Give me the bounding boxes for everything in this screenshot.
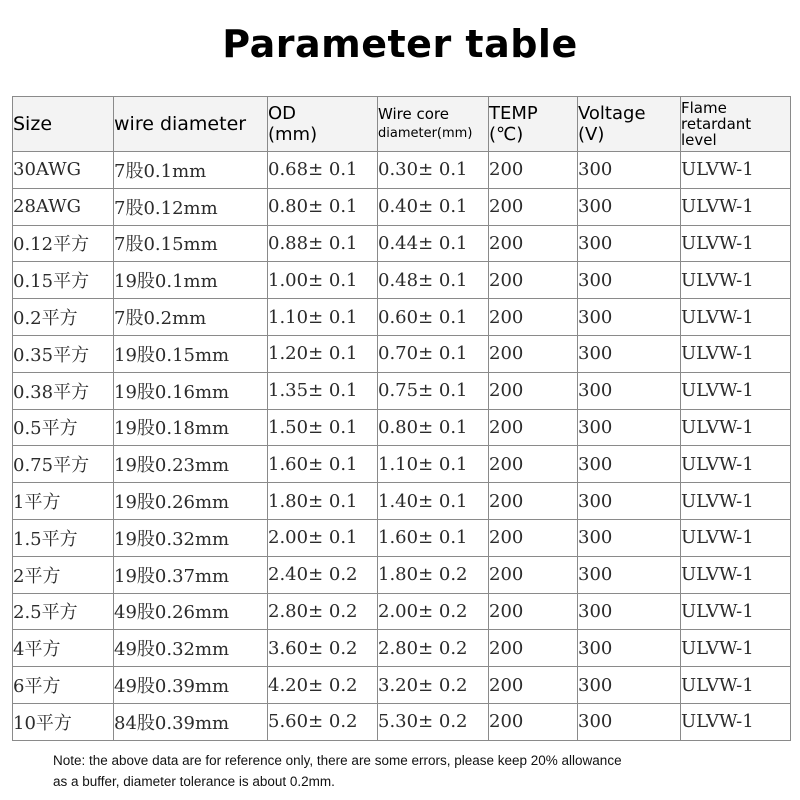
cell-voltage: 300 [578,262,681,299]
cell-od: 1.00± 0.1 [268,262,378,299]
header-voltage-label: Voltage [578,103,646,124]
cell-temp: 200 [489,299,578,336]
cell-wire-diameter: 7股0.12mm [114,188,268,225]
header-wire-core [378,97,489,152]
header-flame-line3: level [681,131,717,149]
cell-wire-core: 5.30± 0.2 [378,703,489,740]
cell-wire-core: 0.48± 0.1 [378,262,489,299]
cell-wire-core: 1.40± 0.1 [378,483,489,520]
cell-voltage: 300 [578,446,681,483]
cell-size: 0.2平方 [13,299,114,336]
cell-size: 2.5平方 [13,593,114,630]
cell-wire-core: 0.60± 0.1 [378,299,489,336]
cell-wire-diameter: 49股0.32mm [114,630,268,667]
table-body [13,152,791,741]
cell-voltage: 300 [578,225,681,262]
header-wire-core-unit: diameter(mm) [378,126,473,141]
cell-od: 1.60± 0.1 [268,446,378,483]
cell-temp: 200 [489,483,578,520]
cell-wire-diameter: 49股0.39mm [114,667,268,704]
table-row [13,519,791,556]
table-row [13,483,791,520]
cell-od: 0.88± 0.1 [268,225,378,262]
cell-voltage: 300 [578,519,681,556]
cell-wire-diameter: 19股0.32mm [114,519,268,556]
header-temp-label: TEMP [489,103,538,124]
cell-wire-core: 0.44± 0.1 [378,225,489,262]
cell-size: 28AWG [13,188,114,225]
table-row [13,703,791,740]
cell-temp: 200 [489,225,578,262]
cell-voltage: 300 [578,372,681,409]
cell-od: 1.50± 0.1 [268,409,378,446]
header-size: Size [13,97,114,152]
table-row [13,152,791,189]
cell-wire-diameter: 49股0.26mm [114,593,268,630]
cell-size: 0.15平方 [13,262,114,299]
cell-temp: 200 [489,372,578,409]
cell-flame-retardant: ULVW-1 [681,262,791,299]
header-od-label: OD [268,103,297,124]
cell-flame-retardant: ULVW-1 [681,483,791,520]
cell-temp: 200 [489,409,578,446]
cell-od: 1.35± 0.1 [268,372,378,409]
cell-size: 0.5平方 [13,409,114,446]
cell-wire-diameter: 7股0.2mm [114,299,268,336]
cell-flame-retardant: ULVW-1 [681,409,791,446]
cell-temp: 200 [489,188,578,225]
header-wire-diameter: wire diameter [114,97,268,152]
cell-wire-core: 2.80± 0.2 [378,630,489,667]
cell-od: 5.60± 0.2 [268,703,378,740]
cell-wire-core: 0.75± 0.1 [378,372,489,409]
cell-size: 30AWG [13,152,114,189]
cell-wire-diameter: 19股0.1mm [114,262,268,299]
header-od [268,97,378,152]
table-header-row [13,97,791,152]
cell-flame-retardant: ULVW-1 [681,152,791,189]
cell-temp: 200 [489,667,578,704]
cell-wire-diameter: 19股0.15mm [114,335,268,372]
table-row [13,446,791,483]
cell-od: 2.80± 0.2 [268,593,378,630]
cell-voltage: 300 [578,188,681,225]
cell-size: 0.38平方 [13,372,114,409]
cell-od: 2.00± 0.1 [268,519,378,556]
page-title: Parameter table [222,22,578,66]
header-od-unit: (mm) [268,124,318,145]
cell-od: 0.80± 0.1 [268,188,378,225]
table-row [13,335,791,372]
cell-wire-diameter: 7股0.1mm [114,152,268,189]
cell-size: 10平方 [13,703,114,740]
cell-flame-retardant: ULVW-1 [681,299,791,336]
cell-wire-core: 1.80± 0.2 [378,556,489,593]
footnote-line2: as a buffer, diameter tolerance is about 0.2mm. [53,774,335,789]
cell-flame-retardant: ULVW-1 [681,703,791,740]
cell-voltage: 300 [578,630,681,667]
cell-od: 4.20± 0.2 [268,667,378,704]
cell-wire-diameter: 7股0.15mm [114,225,268,262]
cell-flame-retardant: ULVW-1 [681,372,791,409]
cell-size: 1.5平方 [13,519,114,556]
cell-flame-retardant: ULVW-1 [681,519,791,556]
cell-voltage: 300 [578,556,681,593]
cell-size: 0.12平方 [13,225,114,262]
footnote-line1: Note: the above data are for reference only, there are some errors, please keep 20% allowance [53,753,622,768]
cell-temp: 200 [489,262,578,299]
table-row [13,667,791,704]
header-flame-line1: Flame [681,99,727,117]
cell-temp: 200 [489,630,578,667]
cell-size: 0.75平方 [13,446,114,483]
table-row [13,262,791,299]
table-row [13,556,791,593]
table-row [13,372,791,409]
cell-temp: 200 [489,703,578,740]
cell-temp: 200 [489,152,578,189]
cell-od: 1.10± 0.1 [268,299,378,336]
cell-voltage: 300 [578,667,681,704]
cell-od: 0.68± 0.1 [268,152,378,189]
cell-temp: 200 [489,556,578,593]
cell-od: 3.60± 0.2 [268,630,378,667]
header-flame-retardant [681,97,791,152]
cell-flame-retardant: ULVW-1 [681,188,791,225]
cell-size: 0.35平方 [13,335,114,372]
cell-wire-diameter: 84股0.39mm [114,703,268,740]
cell-flame-retardant: ULVW-1 [681,446,791,483]
cell-wire-core: 0.80± 0.1 [378,409,489,446]
cell-od: 2.40± 0.2 [268,556,378,593]
table-row [13,225,791,262]
cell-flame-retardant: ULVW-1 [681,593,791,630]
header-wire-core-label: Wire core [378,105,449,123]
table-row [13,409,791,446]
table-row [13,188,791,225]
cell-flame-retardant: ULVW-1 [681,630,791,667]
cell-voltage: 300 [578,152,681,189]
table-row [13,593,791,630]
cell-wire-diameter: 19股0.16mm [114,372,268,409]
header-voltage [578,97,681,152]
header-voltage-unit: (V) [578,124,605,145]
cell-flame-retardant: ULVW-1 [681,556,791,593]
header-temp-unit: (℃) [489,124,524,145]
cell-flame-retardant: ULVW-1 [681,335,791,372]
cell-wire-core: 0.40± 0.1 [378,188,489,225]
footnote [53,750,793,792]
cell-size: 1平方 [13,483,114,520]
cell-voltage: 300 [578,703,681,740]
cell-temp: 200 [489,335,578,372]
cell-size: 6平方 [13,667,114,704]
cell-wire-core: 1.10± 0.1 [378,446,489,483]
cell-wire-diameter: 19股0.18mm [114,409,268,446]
parameter-table [12,96,791,741]
cell-voltage: 300 [578,593,681,630]
cell-flame-retardant: ULVW-1 [681,225,791,262]
table-row [13,630,791,667]
header-temp [489,97,578,152]
cell-voltage: 300 [578,299,681,336]
cell-voltage: 300 [578,409,681,446]
table-row [13,299,791,336]
cell-wire-diameter: 19股0.37mm [114,556,268,593]
cell-flame-retardant: ULVW-1 [681,667,791,704]
cell-wire-diameter: 19股0.23mm [114,446,268,483]
cell-voltage: 300 [578,335,681,372]
cell-od: 1.20± 0.1 [268,335,378,372]
cell-wire-diameter: 19股0.26mm [114,483,268,520]
cell-temp: 200 [489,446,578,483]
cell-wire-core: 0.70± 0.1 [378,335,489,372]
cell-size: 2平方 [13,556,114,593]
cell-wire-core: 0.30± 0.1 [378,152,489,189]
cell-size: 4平方 [13,630,114,667]
cell-temp: 200 [489,593,578,630]
cell-wire-core: 2.00± 0.2 [378,593,489,630]
cell-od: 1.80± 0.1 [268,483,378,520]
cell-wire-core: 3.20± 0.2 [378,667,489,704]
cell-voltage: 300 [578,483,681,520]
cell-wire-core: 1.60± 0.1 [378,519,489,556]
cell-temp: 200 [489,519,578,556]
header-flame-line2: retardant [681,115,752,133]
